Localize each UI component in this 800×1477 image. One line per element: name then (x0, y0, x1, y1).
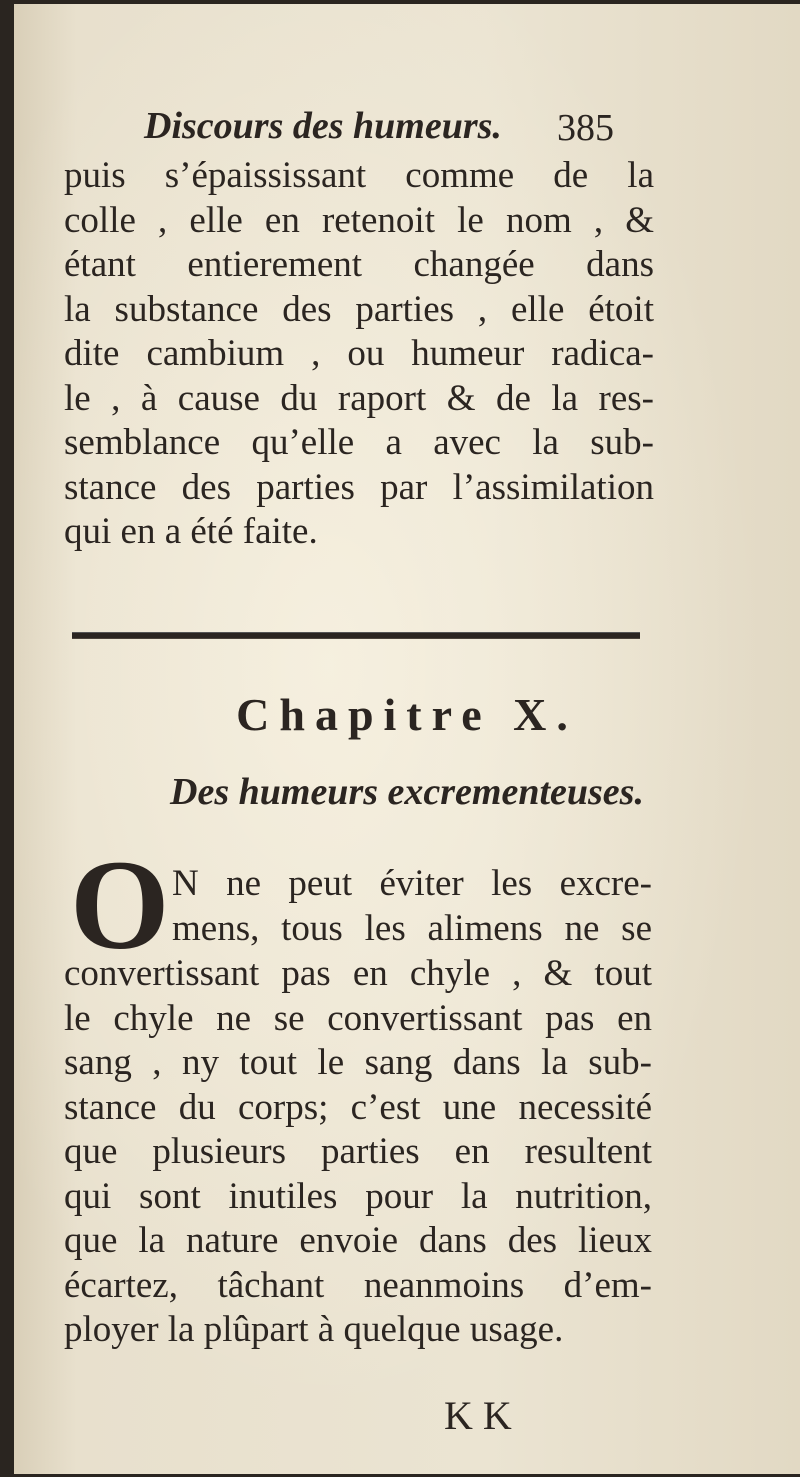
text-line: sang , ny tout le sang dans la sub- (64, 1042, 652, 1083)
text-line: que plusieurs parties en resultent (64, 1131, 652, 1172)
text-line: semblance qu’elle a avec la sub- (64, 422, 654, 463)
text-line: le , à cause du raport & de la res- (64, 377, 654, 419)
text-line: la substance des parties , elle étoit (64, 288, 654, 330)
paragraph-1 (64, 154, 654, 555)
text-line: étant entierement changée dans (64, 244, 654, 285)
text-line: le chyle ne se convertissant pas en (64, 997, 652, 1039)
book-page (14, 4, 800, 1474)
text-line: convertissant pas en chyle , & tout (64, 953, 652, 994)
catchword: K K (444, 1393, 512, 1438)
text-line: ployer la plûpart à quelque usage. (64, 1309, 564, 1350)
paragraph-2-dropcap-lines (172, 862, 652, 951)
chapter-heading: Chapitre X. (236, 689, 578, 740)
section-divider (72, 632, 640, 639)
paragraph-2 (64, 952, 652, 1353)
running-title: Discours des humeurs. (144, 105, 502, 147)
text-line: dite cambium , ou humeur radica- (64, 333, 654, 374)
text-line: puis s’épaississant comme de la (64, 155, 654, 196)
chapter-subtitle: Des humeurs excrementeuses. (170, 771, 644, 813)
drop-cap: O (70, 834, 170, 976)
text-line: que la nature envoie dans des lieux (64, 1220, 652, 1261)
page-number: 385 (557, 107, 614, 149)
running-head (144, 104, 614, 154)
text-line: mens, tous les alimens ne se (172, 907, 652, 949)
text-line: colle , elle en retenoit le nom , & (64, 199, 654, 241)
text-line: N ne peut éviter les excre- (172, 863, 652, 904)
text-line: qui sont inutiles pour la nutrition, (64, 1175, 652, 1217)
text-line: écartez, tâchant neanmoins d’em- (64, 1264, 652, 1306)
text-line: qui en a été faite. (64, 511, 318, 552)
text-line: stance du corps; c’est une necessité (64, 1086, 652, 1128)
text-line: stance des parties par l’assimilation (64, 466, 654, 508)
